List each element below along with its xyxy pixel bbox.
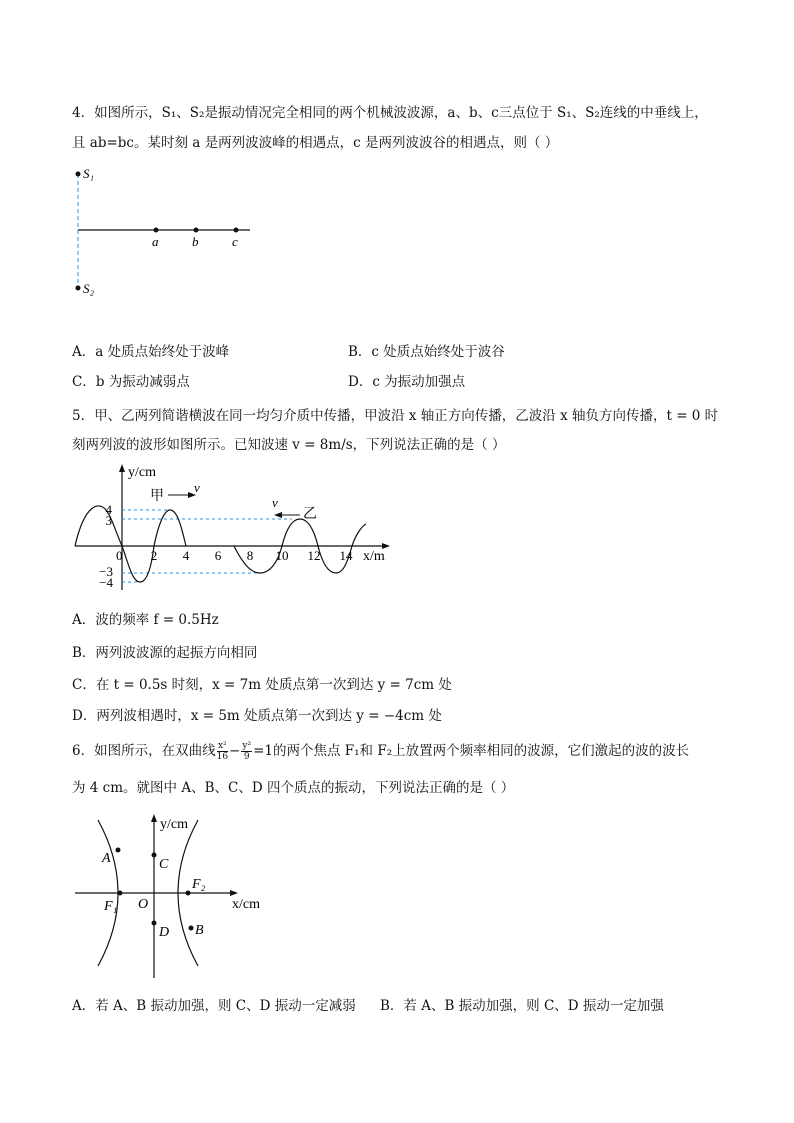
q4-stem-line2: 且 ab=bc。某时刻 a 是两列波波峰的相遇点，c 是两列波波谷的相遇点，则（ ） [72, 135, 559, 151]
b-label: b [192, 234, 199, 249]
q6-stem-line2: 为 4 cm。就图中 A、B、C、D 四个质点的振动，下列说法正确的是（ ） [72, 780, 515, 796]
q6-option-b[interactable]: B．若 A、B 振动加强，则 C、D 振动一定加强 [380, 998, 664, 1014]
wave-jia-curve [75, 506, 186, 582]
q5-option-a[interactable]: A．波的频率 f = 0.5Hz [72, 612, 219, 628]
q4-option-c[interactable]: C．b 为振动减弱点 [72, 374, 190, 390]
q6-hyperbola-figure [70, 810, 280, 985]
wave-yi-label: 乙 [303, 507, 317, 522]
point-B-label: B [195, 923, 204, 938]
q6-fraction-y [241, 741, 252, 762]
focus-F2 [186, 891, 191, 896]
point-D-label: D [159, 925, 170, 940]
focus-F2-label: F₂ [192, 877, 206, 892]
y-tick-3: 3 [105, 513, 112, 528]
q5-option-d[interactable]: D．两列波相遇时，x = 5m 处质点第一次到达 y = −4cm 处 [72, 708, 442, 724]
y-axis-label: y/cm [160, 817, 188, 832]
wave-yi-velocity: v [272, 495, 278, 510]
q5-wave-figure [70, 460, 400, 595]
c-label: c [232, 234, 238, 249]
q5-option-b[interactable]: B．两列波波源的起振方向相同 [72, 645, 258, 661]
wave-jia-label: 甲 [150, 489, 164, 504]
y-tick-neg3: −3 [99, 564, 113, 579]
wave-yi-arrow-head [274, 512, 282, 518]
s1-point [76, 172, 81, 177]
x-axis-label: x/m [363, 549, 385, 564]
focus-F1 [118, 891, 123, 896]
q6-stem-prefix: 6．如图所示，在双曲线 [72, 743, 216, 759]
y-tick-4: 4 [105, 502, 112, 517]
q5-stem-line1: 5．甲、乙两列简谐横波在同一均匀介质中传播，甲波沿 x 轴正方向传播，乙波沿 x 轴负方向传播，t = 0 时 [72, 408, 719, 424]
x-tick-4: 4 [182, 548, 190, 563]
x-tick-12: 12 [307, 548, 321, 563]
point-D [152, 921, 157, 926]
point-C [152, 853, 157, 858]
point-B [189, 926, 194, 931]
s2-label: S₂ [83, 281, 95, 296]
focus-F1-label: F₁ [104, 899, 118, 914]
point-b [194, 228, 199, 233]
point-c [234, 228, 239, 233]
x-tick-0: 0 [116, 548, 123, 563]
x-tick-2: 2 [150, 548, 158, 563]
y-axis-label: y/cm [128, 465, 156, 480]
x-tick-14: 14 [339, 548, 353, 563]
point-A [116, 848, 121, 853]
q6-fraction-y-numerator: y² [242, 741, 252, 751]
point-C-label: C [159, 857, 169, 872]
q4-figure [60, 160, 270, 310]
x-axis-label: x/cm [232, 897, 260, 912]
y-axis-arrow [151, 814, 157, 822]
a-label: a [152, 234, 159, 249]
q6-fraction-x-numerator: x² [217, 741, 227, 751]
q6-stem-suffix: =1的两个焦点 F₁和 F₂上放置两个频率相同的波源，它们激起的波的波长 [253, 743, 690, 759]
q4-stem-line1: 4．如图所示，S₁、S₂是振动情况完全相同的两个机械波波源，a、b、c三点位于 S₁、S₂连线的中垂线上， [72, 105, 708, 121]
q5-option-c[interactable]: C．在 t = 0.5s 时刻，x = 7m 处质点第一次到达 y = 7cm 处 [72, 677, 452, 693]
q4-option-d[interactable]: D．c 为振动加强点 [348, 374, 466, 390]
q6-fraction-y-denominator: 9 [243, 752, 250, 762]
q6-option-a[interactable]: A．若 A、B 振动加强，则 C、D 振动一定减弱 [72, 998, 356, 1014]
y-axis-arrow [119, 464, 125, 472]
q4-option-a[interactable]: A．a 处质点始终处于波峰 [72, 344, 230, 360]
x-tick-6: 6 [214, 548, 222, 563]
point-A-label: A [102, 851, 111, 866]
x-tick-10: 10 [275, 548, 289, 563]
origin-label: O [138, 897, 149, 912]
q5-stem-line2: 刻两列波的波形如图所示。已知波速 v = 8m/s，下列说法正确的是（ ） [72, 437, 506, 453]
q4-option-b[interactable]: B．c 处质点始终处于波谷 [348, 344, 505, 360]
x-tick-8: 8 [246, 548, 254, 563]
x-axis-arrow [230, 890, 238, 896]
q6-minus-sign: − [229, 743, 241, 759]
s1-label: S₁ [83, 166, 95, 181]
q6-fraction-x-denominator: 16 [216, 752, 229, 762]
y-tick-neg4: −4 [99, 575, 113, 590]
q6-fraction-x [217, 741, 228, 762]
wave-jia-velocity: v [194, 480, 200, 495]
q6-stem-line1 [72, 741, 689, 762]
s2-point [76, 286, 81, 291]
point-a [154, 228, 159, 233]
